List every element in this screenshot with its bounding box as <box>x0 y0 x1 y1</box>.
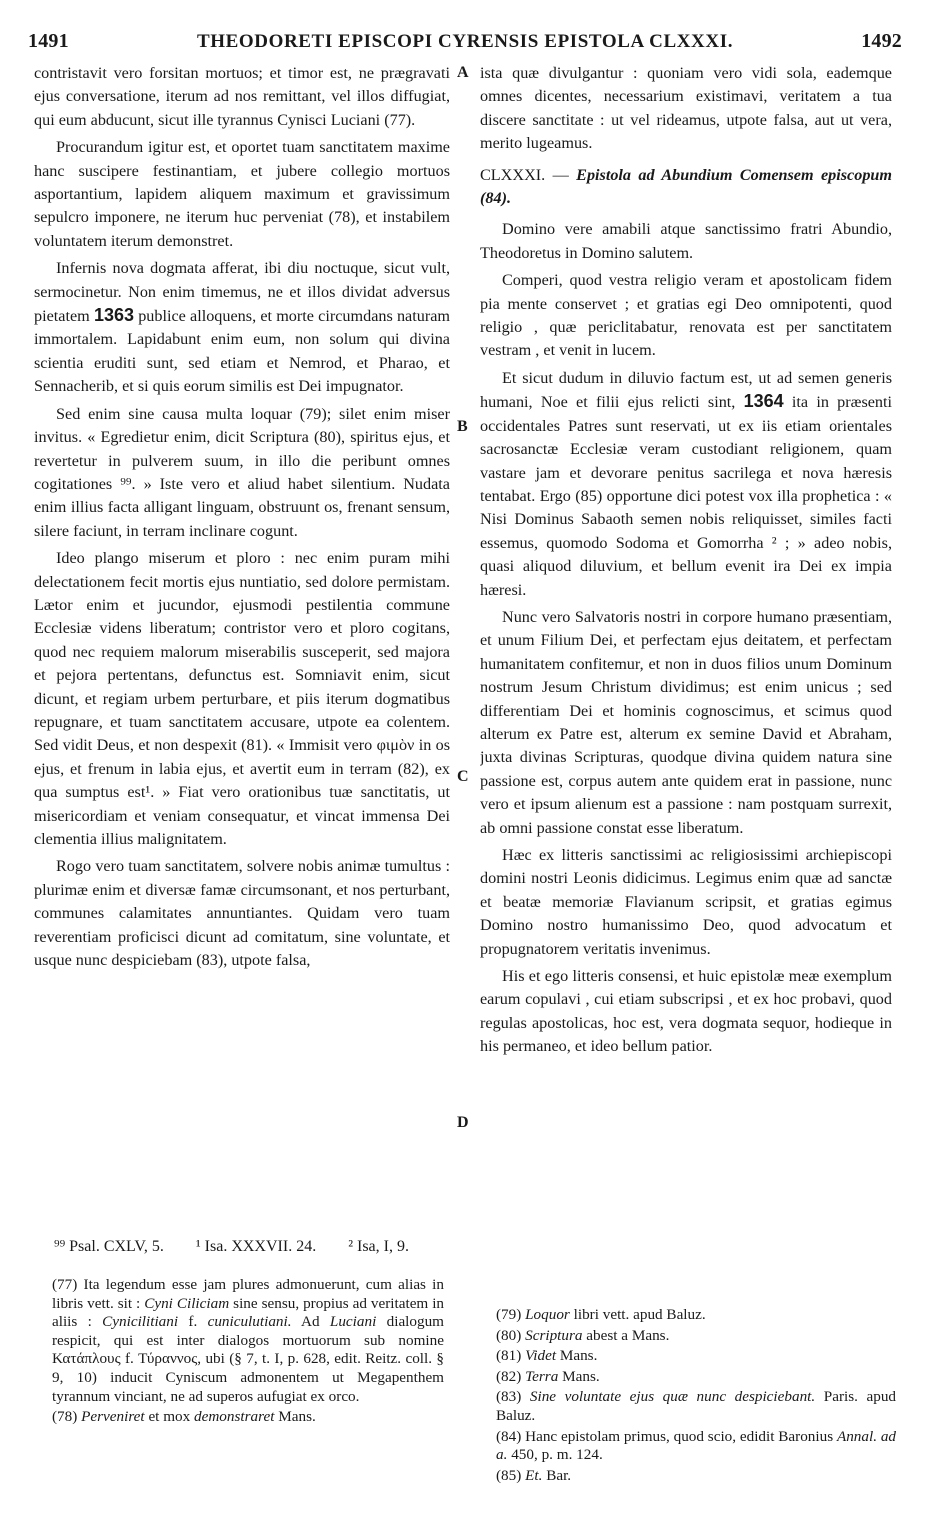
scripture-ref: ² Isa, I, 9. <box>348 1238 409 1255</box>
margin-letter-c: C <box>457 768 469 785</box>
column-number: 1364 <box>743 391 784 412</box>
paragraph: contristavit vero forsitan mortuos; et timor est, ne prægravati ejus conversatione, iterum ad nos remittant, vel illos diffugiat, qui eum abducunt, sicut ille tyrannus Cynisci Luciani (77). <box>34 64 450 129</box>
salutation: Domino vere amabili atque sanctissimo fratri Abundio, Theodoretus in Domino salutem. <box>480 220 892 262</box>
footnote-text: et mox <box>148 1408 191 1426</box>
paragraph-text: publice alloquens, et morte circumdans naturam immortalem. Lapidabunt enim eum, non solum qui divina scientia eruditi sunt, sed etiam et Nemrod, et Pharao, et Sennacherib, et si quis eorum similis est Dei impugnator. <box>34 307 450 396</box>
paragraph-text: Infernis nova dogmata afferat, ibi diu noctuque, sicut vult, sermocinetur. Non enim timemus, ne et illos dividat adversus pietatem <box>34 259 450 326</box>
footnote-italic: Sine voluntate ejus quæ nunc despiciebant. <box>529 1388 816 1406</box>
footnote-text: f. <box>188 1313 198 1331</box>
paragraph: Hæc ex litteris sanctissimi ac religiosissimi archiepiscopi domini nostri Leonis didicimus. Legimus enim quæ ad sanctæ et beatæ memoriæ Flavianum scripsit, et gratias egimus Domino nostro humanissimo Deo, quod advocatum et propugnatorem veritatis invenimus. <box>480 846 892 958</box>
footnote-italic: Scriptura <box>525 1326 583 1344</box>
footnote-text: Ad <box>301 1313 320 1331</box>
footnote-italic: Cynicilitiani <box>102 1313 179 1331</box>
column-number: 1363 <box>93 305 134 326</box>
footnote-text: (79) <box>496 1306 522 1323</box>
footnote-text: (84) Hanc epistolam primus, quod scio, edidit Baronius <box>496 1427 834 1445</box>
footnote-italic: demonstraret <box>194 1408 275 1426</box>
footnote-78 <box>52 1408 444 1427</box>
footnote-text: Bar. <box>546 1466 572 1484</box>
paragraph: Procurandum igitur est, et oportet tuam sanctitatem maxime hanc suscipere festinantiam, et jubere collegio mortuos asportantium, lapidem aliquem maximum et gravissimum sepulcro imponere, ne iterum huc perveniat (78), et instabilem voluntatem iterum demonstret. <box>34 138 450 250</box>
footnote-text: (78) <box>52 1408 78 1426</box>
footnote-text: Mans. <box>562 1367 600 1385</box>
footnote-text: (83) <box>496 1388 522 1406</box>
footnote-82 <box>496 1368 896 1387</box>
footnotes-right <box>496 1306 896 1487</box>
paragraph: ista quæ divulgantur : quoniam vero vidi sola, eademque omnes dicentes, necessarium existimavi, veritatem a tua discere sanctitate : ut vel rideamus, utpote falsa, aut ut vera, merito lugeamus. <box>480 64 892 153</box>
footnote-italic: Cyni Ciliciam <box>144 1294 230 1312</box>
footnote-italic: Loquor <box>525 1306 570 1323</box>
page-number-left: 1491 <box>28 30 69 52</box>
footnote-81 <box>496 1347 896 1366</box>
epistle-number: CLXXXI. — <box>480 165 569 184</box>
footnote-text: abest a Mans. <box>586 1326 670 1344</box>
footnote-84 <box>496 1428 896 1465</box>
scripture-references <box>54 1238 874 1256</box>
epistle-heading <box>480 164 892 211</box>
footnote-italic: Terra <box>525 1367 559 1385</box>
footnote-text: (82) <box>496 1367 522 1385</box>
paragraph: Sed enim sine causa multa loquar (79); silet enim miser invitus. « Egredietur enim, dicit Scriptura (80), spiritus ejus, et revertetur in pulverem suum, in illo die peribunt omnes cogitationes ⁹⁹. » Iste vero et aliud habet silentium. Nudata enim illius facta alligant linguam, obstruunt os, frenant sensum, silere faciunt, in terram inclinare cogunt. <box>34 404 450 540</box>
margin-letter-a: A <box>457 64 469 81</box>
footnote-text: (81) <box>496 1347 522 1365</box>
scripture-ref: ¹ Isa. XXXVII. 24. <box>195 1238 317 1255</box>
page-number-right: 1492 <box>861 30 902 52</box>
footnote-text: Mans. <box>559 1347 598 1365</box>
footnote-text: libri vett. apud Baluz. <box>573 1306 706 1323</box>
scripture-ref: ⁹⁹ Psal. CXLV, 5. <box>54 1238 164 1255</box>
footnote-79 <box>496 1306 896 1325</box>
paragraph: His et ego litteris consensi, et huic epistolæ meæ exemplum earum copulavi , cui etiam subscripsi , et ex hoc probavi, quod regulas apostolicas, hoc est, vera dogmata sequor, hodieque in his permaneo, et ideo bellum patior. <box>480 967 892 1056</box>
footnote-text: 450, p. m. 124. <box>511 1446 603 1464</box>
margin-letter-b: B <box>457 418 468 435</box>
paragraph: Ideo plango miserum et ploro : nec enim puram mihi delectationem fecit mortis ejus nuntiatio, sed dolore permistam. Lætor enim et jucundor, ejusmodi pestilentia commune Ecclesiæ videns liberatum; contristor vero et ploro cogitans, quod nec requiem malorum miserabilis susceperit, sed majora et pejora pertentans, defunctus est. Somniavit enim, sicut dicunt, et regiam urbem perturbare, et piis iterum dogmatibus repugnare, et tuam sanctitatem accusare, utpote ea colentem. Sed vidit Deus, et non despexit (81). « Immisit vero φιμὸν in os ejus, et frenum in labia ejus, et avertit eum in terram (82), ex qua sumptus est¹. » Fiat vero orationibus tuæ sanctitatis, ut misericordiam et veniam consequatur, et vincat immensa Dei clementia illius malignitatem. <box>34 549 450 848</box>
footnote-text: dialogum respicit, qui est inter dialogos mortuorum sub nomine Κατάπλους f. Τύραννος, ubi (§ 7, t. I, p. 628, edit. Reitz. coll. § 9, 10) inducit Cyniscum admonentem ut Megapenthem tyrannum vinciant, ne ad superos aufugiat ex orco. <box>52 1313 444 1405</box>
footnote-italic: Et. <box>525 1466 543 1484</box>
margin-letter-d: D <box>457 1114 469 1131</box>
footnote-text: (85) <box>496 1466 522 1484</box>
footnote-text: (80) <box>496 1326 522 1344</box>
page-title: THEODORETI EPISCOPI CYRENSIS EPISTOLA CLXXXI. <box>196 31 734 52</box>
footnote-text: sine sensu, propius ad veritatem in aliis : <box>52 1294 445 1331</box>
footnote-italic: Luciani <box>329 1313 377 1331</box>
footnote-text: Mans. <box>278 1408 316 1426</box>
footnote-text: Paris. apud Baluz. <box>496 1388 897 1424</box>
right-column <box>480 62 892 1207</box>
epistle-title: Epistola ad Abundium Comensem episcopum (84). <box>480 165 892 208</box>
footnote-italic: Perveniret <box>81 1408 145 1426</box>
paragraph-text: Et sicut dudum in diluvio factum est, ut ad semen generis humani, Noe et filii ejus relicti sint, <box>480 368 892 412</box>
paragraph <box>480 367 892 602</box>
footnote-italic: cuniculutiani. <box>207 1313 292 1331</box>
running-head <box>28 30 902 54</box>
paragraph <box>34 257 450 398</box>
footnote-83 <box>496 1388 896 1425</box>
footnote-85 <box>496 1467 896 1486</box>
footnote-77 <box>52 1276 444 1406</box>
footnote-text: (77) Ita legendum esse jam plures admonuerunt, cum alias in libris vett. sit : <box>52 1276 444 1312</box>
paragraph: Rogo vero tuam sanctitatem, solvere nobis animæ tumultus : plurimæ enim et diversæ famæ circumsonant, et nos perturbant, communes calamitates annuntiantes. Quidam vero tuam reverentiam proficisci dicunt ad comitatum, sine voluntate, et usque nunc despiciebam (83), utpote falsa, <box>34 857 450 970</box>
paragraph-text: ita in præsenti occidentales Patres sunt reservati, ut ex iis etiam orientales sacrosanctæ Ecclesiæ veram custodiant religionem, quam vastare jam et devorare penitus sacrilega et nova hæresis tentabat. Ergo (85) opportune dici potest vox illa prophetica : « Nisi Dominus Sabaoth semen nobis reliquisset, similes facti essemus, quomodo Sodoma et Gomorrha ² ; » adeo nobis, quasi aliquod diluvium, et bellum evenit ira Dei ex impia hæresi. <box>480 393 892 599</box>
paragraph: Comperi, quod vestra religio veram et apostolicam fidem pia mente conservet ; et gratias egi Deo omnipotenti, quod religio , quæ periclitabatur, renovata est per sanctitatem vestram , et venit in lucem. <box>480 271 892 360</box>
footnote-italic: Annal. ad a. <box>496 1427 897 1464</box>
footnote-italic: Videt <box>525 1347 557 1365</box>
footnote-80 <box>496 1327 896 1346</box>
footnotes-left <box>52 1276 444 1429</box>
paragraph: Nunc vero Salvatoris nostri in corpore humano præsentiam, et unum Filium Dei, et perfectam ejus deitatem, et perfectam humanitatem confitemur, et non in duos filios unum Dominum nostrum Jesum Christum dividimus; est enim unicus ; sed differentiam Dei et hominis cognoscimus, et scimus quod alterum ex Patre est, alterum ex semine David et Abraham, juxta divinas Scripturas, quodque divina quidem natura sine passione est, corpus autem ante quidem erat in passione, nunc vero et ipsum alienum est a passione : nam postquam surrexit, ab omni passione constat esse liberatum. <box>480 607 892 837</box>
left-column <box>34 62 450 1207</box>
